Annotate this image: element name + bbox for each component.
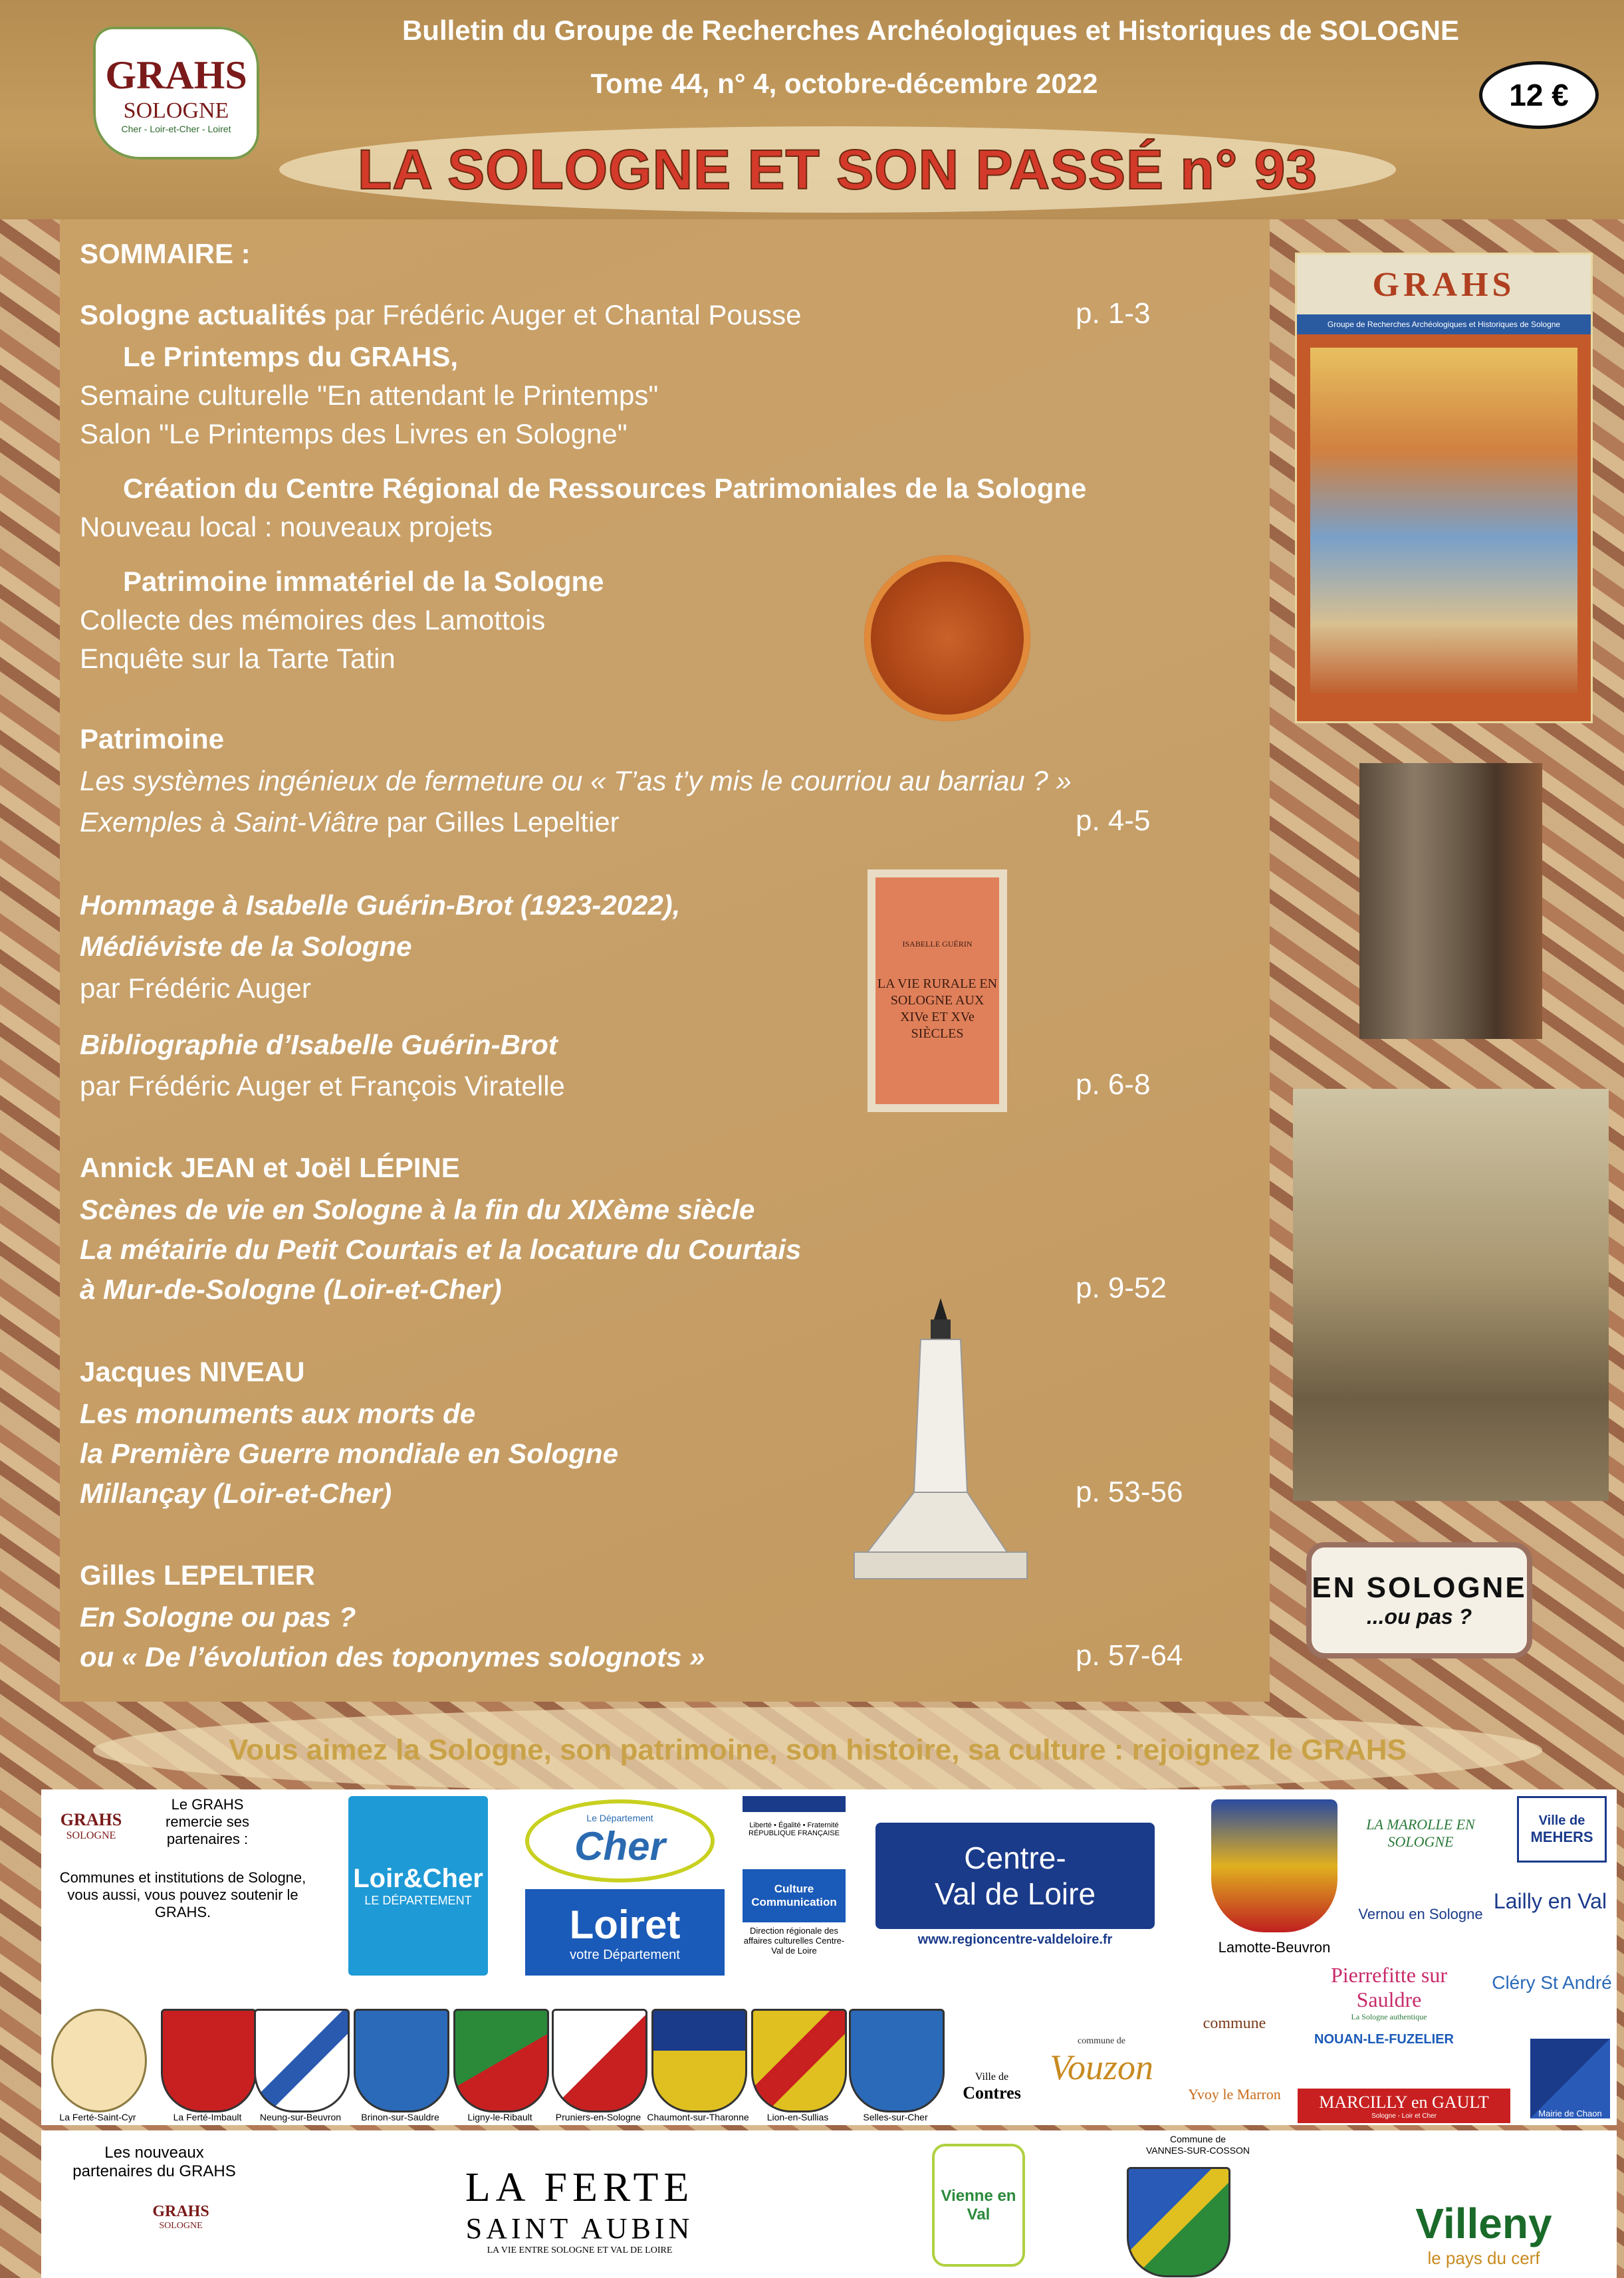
marcilly-logo	[1298, 2089, 1510, 2123]
crest-chaumont-sur-tharonne	[651, 2009, 747, 2112]
crest-neung-sur-beuvron	[254, 2009, 350, 2112]
pierrefitte-name: Pierrefitte sur Sauldre	[1330, 1962, 1448, 2011]
nouan-logo: NOUAN-LE-FUZELIER	[1314, 2032, 1454, 2047]
town-label: Neung-sur-Beuvron	[259, 2112, 342, 2122]
crest-ligny-le-ribault	[453, 2009, 549, 2112]
logo-caption: Cher - Loir-et-Cher - Loiret	[121, 123, 231, 134]
vernou-logo: Vernou en Sologne	[1358, 1906, 1483, 1922]
ferte-line3: LA VIE ENTRE SOLOGNE ET VAL DE LOIRE	[487, 2245, 673, 2255]
enquete-tarte-tatin: Enquête sur la Tarte Tatin	[80, 643, 396, 674]
partners-thanks: Le GRAHS remercie ses partenaires :	[166, 1796, 249, 1847]
partners-panel	[41, 1789, 1617, 2125]
lamotte-beuvron-label: Lamotte-Beuvron	[1218, 1939, 1331, 1956]
republique-text: Liberté • Égalité • Fraternité RÉPUBLIQUE FRANÇAISE	[749, 1821, 840, 1837]
mehers-line2: MEHERS	[1530, 1828, 1593, 1845]
town-label: La Ferté-Saint-Cyr	[59, 2112, 136, 2122]
pierrefitte-sub: La Sologne authentique	[1351, 2011, 1427, 2021]
ferte-line2: SAINT AUBIN	[465, 2212, 694, 2245]
lamotte-beuvron-crest	[1211, 1799, 1337, 1932]
small-logo-main: GRAHS	[60, 1810, 122, 1829]
bibliographie-title: Bibliographie d’Isabelle Guérin-Brot	[80, 1029, 558, 1060]
town-label: La Ferté-Imbault	[173, 2112, 242, 2122]
mehers-line1: Ville de	[1538, 1813, 1585, 1828]
cher-top: Le Département	[586, 1813, 653, 1823]
centre-regional-subtitle: Création du Centre Régional de Ressources Patrimoniales de la Sologne	[123, 473, 1087, 504]
sologne-hut-photo	[1293, 1089, 1609, 1501]
marcilly-sub: Sologne - Loir et Cher	[1371, 2112, 1437, 2120]
patrimoine-pages: p. 4-5	[1076, 804, 1151, 837]
town-label: Brinon-sur-Sauldre	[361, 2112, 439, 2122]
vouzon-top: commune de	[1078, 2036, 1125, 2046]
town-label: Pruniers-en-Sologne	[555, 2112, 641, 2122]
poster-title: GRAHS	[1372, 265, 1516, 304]
grahs-small-logo	[48, 1796, 134, 1856]
sign-line2: ...ou pas ?	[1366, 1605, 1472, 1629]
town-label: Chaumont-sur-Tharonne	[647, 2112, 749, 2122]
jean-lepine-authors: Annick JEAN et Joël LÉPINE	[80, 1152, 460, 1183]
loir-et-cher-sub: LE DÉPARTEMENT	[364, 1894, 472, 1907]
marcilly-name: MARCILLY en GAULT	[1319, 2092, 1489, 2112]
town-label: Lion-en-Sullias	[766, 2112, 829, 2122]
toponymes-title: ou « De l’évolution des toponymes solognots »	[80, 1641, 705, 1672]
villeny-logo	[1397, 2150, 1570, 2277]
hommage-pages: p. 6-8	[1076, 1068, 1151, 1101]
en-sologne-title: En Sologne ou pas ?	[80, 1601, 356, 1633]
clery-logo: Cléry St André	[1492, 1972, 1612, 1993]
saint-viatre-title: Exemples à Saint-Viâtre	[80, 806, 379, 838]
monuments-title: Les monuments aux morts de	[80, 1398, 476, 1429]
actualites-pages: p. 1-3	[1076, 297, 1151, 330]
tiny-logo-main: GRAHS	[152, 2202, 209, 2220]
medieviste-title: Médiéviste de la Sologne	[80, 931, 412, 962]
crest-pruniers-en-sologne	[552, 2009, 647, 2112]
fermeture-title: Les systèmes ingénieux de fermeture ou « T’as t’y mis le courriou au barriau ? »	[80, 765, 1072, 796]
door-latch-photo	[1359, 763, 1542, 1039]
crest-selles-sur-cher	[849, 2009, 945, 2112]
toponymes-pages: p. 57-64	[1076, 1639, 1183, 1672]
logo-sub: SOLOGNE	[123, 98, 229, 123]
loiret-name: Loiret	[569, 1902, 681, 1947]
en-sologne-sign	[1306, 1542, 1532, 1658]
millancay-title: Millançay (Loir-et-Cher)	[80, 1478, 392, 1509]
yvoy-top: commune	[1203, 2014, 1266, 2032]
tiny-logo-sub: SOLOGNE	[159, 2220, 203, 2231]
semaine-culturelle: Semaine culturelle "En attendant le Printemps"	[80, 380, 659, 411]
centre-val-de-loire-logo	[875, 1823, 1155, 1929]
niveau-author: Jacques NIVEAU	[80, 1356, 305, 1387]
issue-line: Tome 44, n° 4, octobre-décembre 2022	[590, 68, 1098, 99]
patrimoine-heading: Patrimoine	[80, 723, 225, 754]
crest-brinon-sur-sauldre	[354, 2009, 449, 2112]
vienne-en-val-logo: Vienne en Val	[932, 2144, 1025, 2267]
book-author: ISABELLE GUÉRIN	[902, 939, 973, 949]
grahs-logo	[93, 27, 259, 160]
loiret-sub: votre Département	[570, 1948, 680, 1962]
grahs-poster-image	[1295, 253, 1593, 723]
ferte-line1: LA FERTE	[465, 2165, 695, 2210]
book-cover	[875, 877, 999, 1104]
town-label: Selles-sur-Cher	[863, 2112, 928, 2122]
contres-logo	[949, 2055, 1035, 2118]
grahs-tiny-logo	[141, 2194, 221, 2240]
vouzon-name: Vouzon	[1049, 2047, 1153, 2087]
printemps-subtitle: Le Printemps du GRAHS,	[123, 341, 459, 372]
tarte-tatin-image	[864, 555, 1030, 721]
loiret-logo	[525, 1889, 725, 1976]
nouveau-local: Nouveau local : nouveaux projets	[80, 511, 493, 542]
saint-viatre-author: par Gilles Lepeltier	[378, 806, 620, 838]
villeny-sub: le pays du cerf	[1427, 2247, 1540, 2268]
marolle-logo: LA MAROLLE EN SOLOGNE	[1366, 1816, 1475, 1850]
page-title: LA SOLOGNE ET SON PASSÉ n° 93	[357, 138, 1318, 201]
vannes-sur-cosson-crest	[1127, 2167, 1230, 2277]
crest-ferte-imbault	[161, 2009, 257, 2112]
hommage-title: Hommage à Isabelle Guérin-Brot (1923-2022),	[80, 889, 681, 921]
new-partners-panel	[41, 2130, 1617, 2278]
book-title: LA VIE RURALE EN SOLOGNE AUX XIVe ET XVe SIÈCLES	[877, 976, 998, 1041]
contres-line1: Ville de	[975, 2071, 1009, 2083]
saint-viatre-line	[80, 804, 620, 841]
vannes-top: Commune de	[1169, 2134, 1226, 2144]
yvoy-name: Yvoy le Marron	[1188, 2085, 1281, 2103]
actualites-authors: par Frédéric Auger et Chantal Pousse	[326, 299, 802, 330]
book-cover-image	[868, 869, 1007, 1112]
bibliographie-authors: par Frédéric Auger et François Viratelle	[80, 1070, 565, 1101]
lepeltier-author: Gilles LEPELTIER	[80, 1559, 315, 1591]
bulletin-title-line: Bulletin du Groupe de Recherches Archéologiques et Historiques de SOLOGNE	[402, 15, 1460, 46]
lailly-logo: Lailly en Val	[1493, 1889, 1607, 1913]
monuments-pages: p. 53-56	[1076, 1476, 1183, 1508]
contres-line2: Contres	[963, 2083, 1021, 2103]
small-logo-sub: SOLOGNE	[66, 1830, 116, 1841]
culture-logo: Culture Communication	[743, 1869, 846, 1922]
salon-livres: Salon "Le Printemps des Livres en Sologne"	[80, 418, 628, 449]
villeny-name: Villeny	[1415, 2199, 1552, 2247]
join-banner	[93, 1707, 1542, 1793]
cher-logo	[525, 1799, 715, 1882]
region-url: www.regioncentre-valdeloire.fr	[917, 1932, 1113, 1947]
mur-de-sologne-title: à Mur-de-Sologne (Loir-et-Cher)	[80, 1274, 502, 1305]
republique-logo	[743, 1796, 846, 1846]
region-name-1: Centre-	[964, 1841, 1066, 1875]
logo-main: GRAHS	[105, 53, 247, 97]
war-memorial-image	[848, 1293, 1034, 1585]
pierrefitte-logo	[1301, 1962, 1477, 2021]
sign-line1: EN SOLOGNE	[1312, 1571, 1527, 1604]
poster-band: Groupe de Recherches Archéologiques et Historiques de Sologne	[1297, 314, 1591, 334]
patrimoine-immateriel-subtitle: Patrimoine immatériel de la Sologne	[123, 566, 604, 597]
loir-et-cher-logo	[348, 1796, 488, 1976]
sommaire-heading: SOMMAIRE :	[80, 238, 251, 269]
loir-et-cher-name: Loir&Cher	[353, 1864, 483, 1893]
crest-lion-en-sullias	[751, 2009, 847, 2112]
section-actualites	[80, 297, 801, 334]
town-label: Ligny-le-Ribault	[467, 2112, 532, 2122]
vannes-name: VANNES-SUR-COSSON	[1145, 2145, 1250, 2156]
partners-appeal: Communes et institutions de Sologne, vous aussi, vous pouvez soutenir le GRAHS.	[59, 1869, 306, 1920]
price-badge: 12 €	[1479, 61, 1599, 129]
poster-header	[1297, 255, 1591, 314]
scenes-de-vie-title: Scènes de vie en Sologne à la fin du XIXème siècle	[80, 1194, 755, 1225]
premiere-guerre-title: la Première Guerre mondiale en Sologne	[80, 1438, 618, 1469]
crest-ferte-saint-cyr	[51, 2009, 147, 2112]
actualites-title: Sologne actualités	[80, 299, 327, 330]
cher-name: Cher	[574, 1824, 665, 1869]
region-name-2: Val de Loire	[934, 1877, 1096, 1911]
new-partners-heading: Les nouveaux partenaires du GRAHS	[72, 2144, 236, 2180]
scenes-pages: p. 9-52	[1076, 1272, 1167, 1304]
collecte-memoires: Collecte des mémoires des Lamottois	[80, 604, 546, 635]
metairie-title: La métairie du Petit Courtais et la locature du Courtais	[80, 1234, 802, 1265]
hommage-author: par Frédéric Auger	[80, 972, 311, 1004]
chaon-logo: Mairie de Chaon	[1530, 2039, 1610, 2118]
mehers-logo	[1517, 1796, 1607, 1863]
yvoy-logo	[1175, 1995, 1294, 2122]
join-text: Vous aimez la Sologne, son patrimoine, son histoire, sa culture : rejoignez le GRAHS	[229, 1734, 1407, 1766]
title-oval	[279, 126, 1396, 213]
vouzon-logo	[1025, 2015, 1178, 2108]
drac-text: Direction régionale des affaires culturelles Centre-Val de Loire	[743, 1926, 845, 1956]
poster-collage	[1310, 348, 1577, 693]
ferte-saint-aubin-logo	[387, 2160, 772, 2260]
